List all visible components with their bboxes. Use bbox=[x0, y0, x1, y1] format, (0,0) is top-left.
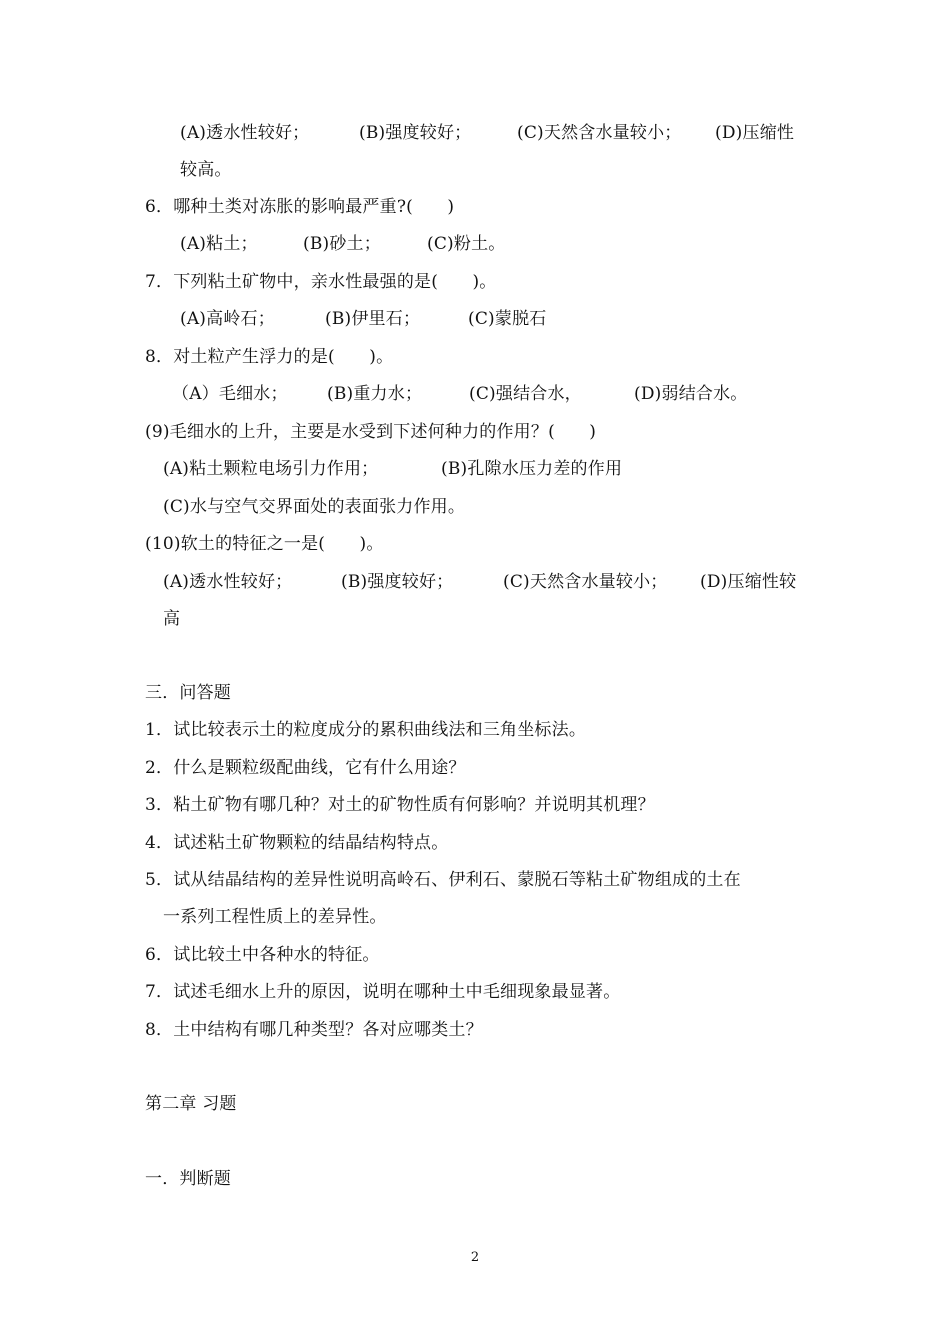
section-3-item-3: 3．粘土矿物有哪几种？对土的矿物性质有何影响？并说明其机理？ bbox=[145, 795, 655, 815]
q9-option-b: (B)孔隙水压力差的作用 bbox=[441, 459, 623, 479]
chapter-2-title: 第二章 习题 bbox=[145, 1094, 237, 1114]
question-8: 8．对土粒产生浮力的是( )。 bbox=[145, 347, 394, 367]
section-3-item-5-continuation: 一系列工程性质上的差异性。 bbox=[163, 907, 387, 927]
q5-option-d-continuation: 较高。 bbox=[180, 160, 232, 180]
q6-option-c: (C)粉土。 bbox=[427, 234, 506, 254]
q6-option-a: (A)粘土； bbox=[180, 234, 258, 254]
chapter-2-section-1-title: 一．判断题 bbox=[145, 1169, 231, 1189]
q6-options bbox=[180, 233, 505, 255]
q8-options bbox=[172, 383, 748, 405]
q5-options bbox=[180, 122, 794, 144]
q5-option-b: (B)强度较好； bbox=[359, 123, 472, 143]
q10-option-b: (B)强度较好； bbox=[341, 572, 454, 592]
q10-option-d-continuation: 高 bbox=[163, 609, 181, 629]
q7-option-b: (B)伊里石； bbox=[325, 309, 421, 329]
question-10: (10)软土的特征之一是( )。 bbox=[145, 534, 384, 554]
q8-option-c: (C)强结合水， bbox=[469, 384, 582, 404]
q6-option-b: (B)砂土； bbox=[303, 234, 381, 254]
section-3-item-8: 8．土中结构有哪几种类型？各对应哪类土？ bbox=[145, 1020, 483, 1040]
section-3-item-1: 1．试比较表示土的粒度成分的累积曲线法和三角坐标法。 bbox=[145, 720, 587, 740]
page-number: 2 bbox=[470, 1250, 480, 1265]
section-3-item-2: 2．什么是颗粒级配曲线，它有什么用途？ bbox=[145, 758, 466, 778]
q8-option-d: (D)弱结合水。 bbox=[634, 384, 748, 404]
section-3-item-4: 4．试述粘土矿物颗粒的结晶结构特点。 bbox=[145, 833, 449, 853]
q7-option-c: (C)蒙脱石 bbox=[468, 309, 547, 329]
question-7: 7．下列粘土矿物中，亲水性最强的是( )。 bbox=[145, 272, 497, 292]
q8-option-a: （A）毛细水； bbox=[172, 384, 288, 404]
q5-option-d: (D)压缩性 bbox=[715, 123, 795, 143]
q9-option-a: (A)粘土颗粒电场引力作用； bbox=[163, 459, 379, 479]
section-3-item-7: 7．试述毛细水上升的原因，说明在哪种土中毛细现象最显著。 bbox=[145, 982, 621, 1002]
q10-option-d: (D)压缩性较 bbox=[700, 572, 797, 592]
q7-option-a: (A)高岭石； bbox=[180, 309, 275, 329]
q8-option-b: (B)重力水； bbox=[327, 384, 423, 404]
q10-option-c: (C)天然含水量较小； bbox=[503, 572, 668, 592]
section-3-item-5: 5．试从结晶结构的差异性说明高岭石、伊利石、蒙脱石等粘土矿物组成的土在 bbox=[145, 870, 741, 890]
q5-option-c: (C)天然含水量较小； bbox=[517, 123, 682, 143]
q9-option-c: (C)水与空气交界面处的表面张力作用。 bbox=[163, 497, 466, 517]
section-3-item-6: 6．试比较土中各种水的特征。 bbox=[145, 945, 380, 965]
q10-option-a: (A)透水性较好； bbox=[163, 572, 293, 592]
q9-options-row-1 bbox=[163, 458, 622, 480]
question-6: 6．哪种土类对冻胀的影响最严重?( ) bbox=[145, 197, 455, 217]
question-9: (9)毛细水的上升，主要是水受到下述何种力的作用？( ) bbox=[145, 422, 597, 442]
q10-options bbox=[163, 571, 796, 593]
section-3-title: 三．问答题 bbox=[145, 683, 231, 703]
q5-option-a: (A)透水性较好； bbox=[180, 123, 310, 143]
q7-options bbox=[180, 308, 546, 330]
